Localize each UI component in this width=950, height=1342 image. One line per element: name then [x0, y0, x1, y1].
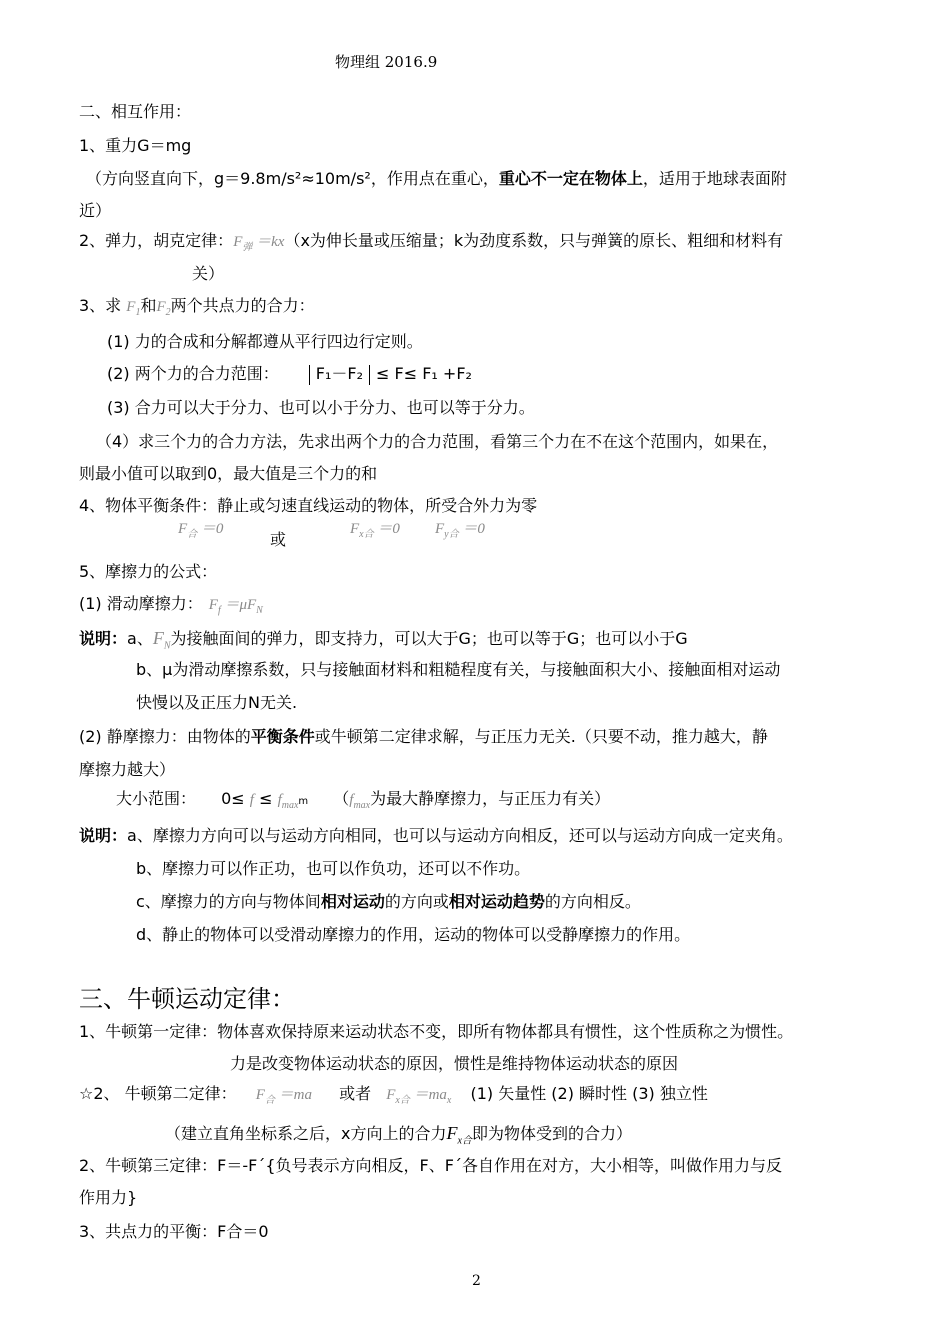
gravity-label: 1、重力G＝mg — [79, 136, 192, 155]
friction-note-c: c、摩擦力的方向与物体间相对运动的方向或相对运动趋势的方向相反。 — [136, 892, 641, 911]
friction-note-d: d、静止的物体可以受滑动摩擦力的作用，运动的物体可以受静摩擦力的作用。 — [136, 925, 691, 944]
page-number: 2 — [472, 1273, 481, 1289]
sliding-friction: (1) 滑动摩擦力： $F_f =\mu F_N$ — [79, 594, 263, 616]
hooke-formula: $F_弹 =kx$ — [233, 234, 285, 253]
sliding-note-a: 说明：a、$F_N$为接触面间的弹力，即支持力，可以大于G；也可以等于G；也可以小于G — [79, 628, 688, 652]
page-header: 物理组 2016.9 — [335, 53, 438, 71]
friction-label: 5、摩擦力的公式： — [79, 562, 218, 581]
static-friction-cont: 摩擦力越大） — [79, 760, 176, 779]
hooke-law-cont: 关） — [192, 264, 225, 283]
friction-note-b: b、摩擦力可以作正功，也可以作负功，还可以不作功。 — [136, 859, 531, 878]
resultant-item-4: （4）求三个力的合力方法，先求出两个力的合力范围，看第三个力在不在这个范围内，如果在， — [96, 432, 779, 451]
gravity-note: （方向竖直向下，g＝9.8m/s²≈10m/s²，作用点在重心，重心不一定在物体上，适用于地球表面附 — [86, 169, 787, 188]
newton-second-law-note: （建立直角坐标系之后，x方向上的合力$F_{x合}$即为物体受到的合力） — [165, 1123, 632, 1147]
newton-second-law: ☆2、 牛顿第二定律： $F_合 =ma$ 或者 $F_{x合} =ma_x$ (1) 矢量性 (2) 瞬时性 (3) 独立性 — [79, 1084, 708, 1106]
resultant-item-4-cont: 则最小值可以取到0，最大值是三个力的和 — [79, 464, 378, 483]
resultant-label: 3、求 $F_1$和$F_2$两个共点力的合力： — [79, 296, 315, 318]
resultant-item-1: (1) 力的合成和分解都遵从平行四边行定则。 — [107, 332, 423, 351]
newton-first-law: 1、牛顿第一定律：物体喜欢保持原来运动状态不变，即所有物体都具有惯性，这个性质称之为惯性。 — [79, 1022, 794, 1041]
equilibrium-formulas-xy: $F_{x合} =0$ $F_{y合} =0$ — [350, 521, 485, 540]
newton-third-law-cont: 作用力} — [79, 1188, 138, 1207]
friction-note-a: 说明：a、摩擦力方向可以与运动方向相同，也可以与运动方向相反，还可以与运动方向成一定夹角。 — [79, 826, 793, 845]
static-range: 大小范围： $0\le f \le f_{max}m$ （$f_{max}$为最大静摩擦力，与正压力有关） — [116, 789, 611, 811]
hooke-law: 2、弹力，胡克定律：$F_弹 =kx(x$为伸长量或压缩量；k为劲度系数，只与弹簧的原长、粗细和材料有 — [79, 231, 784, 253]
static-friction: (2) 静摩擦力：由物体的平衡条件或牛顿第二定律求解，与正压力无关.（只要不动，推力越大，静 — [79, 727, 768, 746]
equilibrium-formulas: $F_合 =0$ — [178, 521, 224, 540]
section3-title: 三、牛顿运动定律： — [79, 985, 295, 1013]
equilibrium-or: 或 — [270, 530, 287, 549]
resultant-item-2: (2) 两个力的合力范围： F₁－F₂ ≤ F≤ F₁ +F₂ — [107, 364, 472, 383]
equilibrium-label: 4、物体平衡条件：静止或匀速直线运动的物体，所受合外力为零 — [79, 496, 538, 515]
concurrent-equilibrium: 3、共点力的平衡：F合＝0 — [79, 1222, 269, 1241]
sliding-note-b-cont: 快慢以及正压力N无关. — [136, 693, 298, 712]
newton-first-law-cont: 力是改变物体运动状态的原因，惯性是维持物体运动状态的原因 — [230, 1054, 679, 1073]
section-title: 二、相互作用： — [79, 102, 192, 121]
resultant-item-3: (3) 合力可以大于分力、也可以小于分力、也可以等于分力。 — [107, 398, 535, 417]
sliding-note-b: b、μ为滑动摩擦系数，只与接触面材料和粗糙程度有关，与接触面积大小、接触面相对运动 — [136, 660, 781, 679]
gravity-note-cont: 近） — [79, 201, 112, 220]
newton-third-law: 2、牛顿第三定律：F＝-F´{负号表示方向相反，F、F´各自作用在对方，大小相等，叫做作用力与反 — [79, 1156, 782, 1175]
